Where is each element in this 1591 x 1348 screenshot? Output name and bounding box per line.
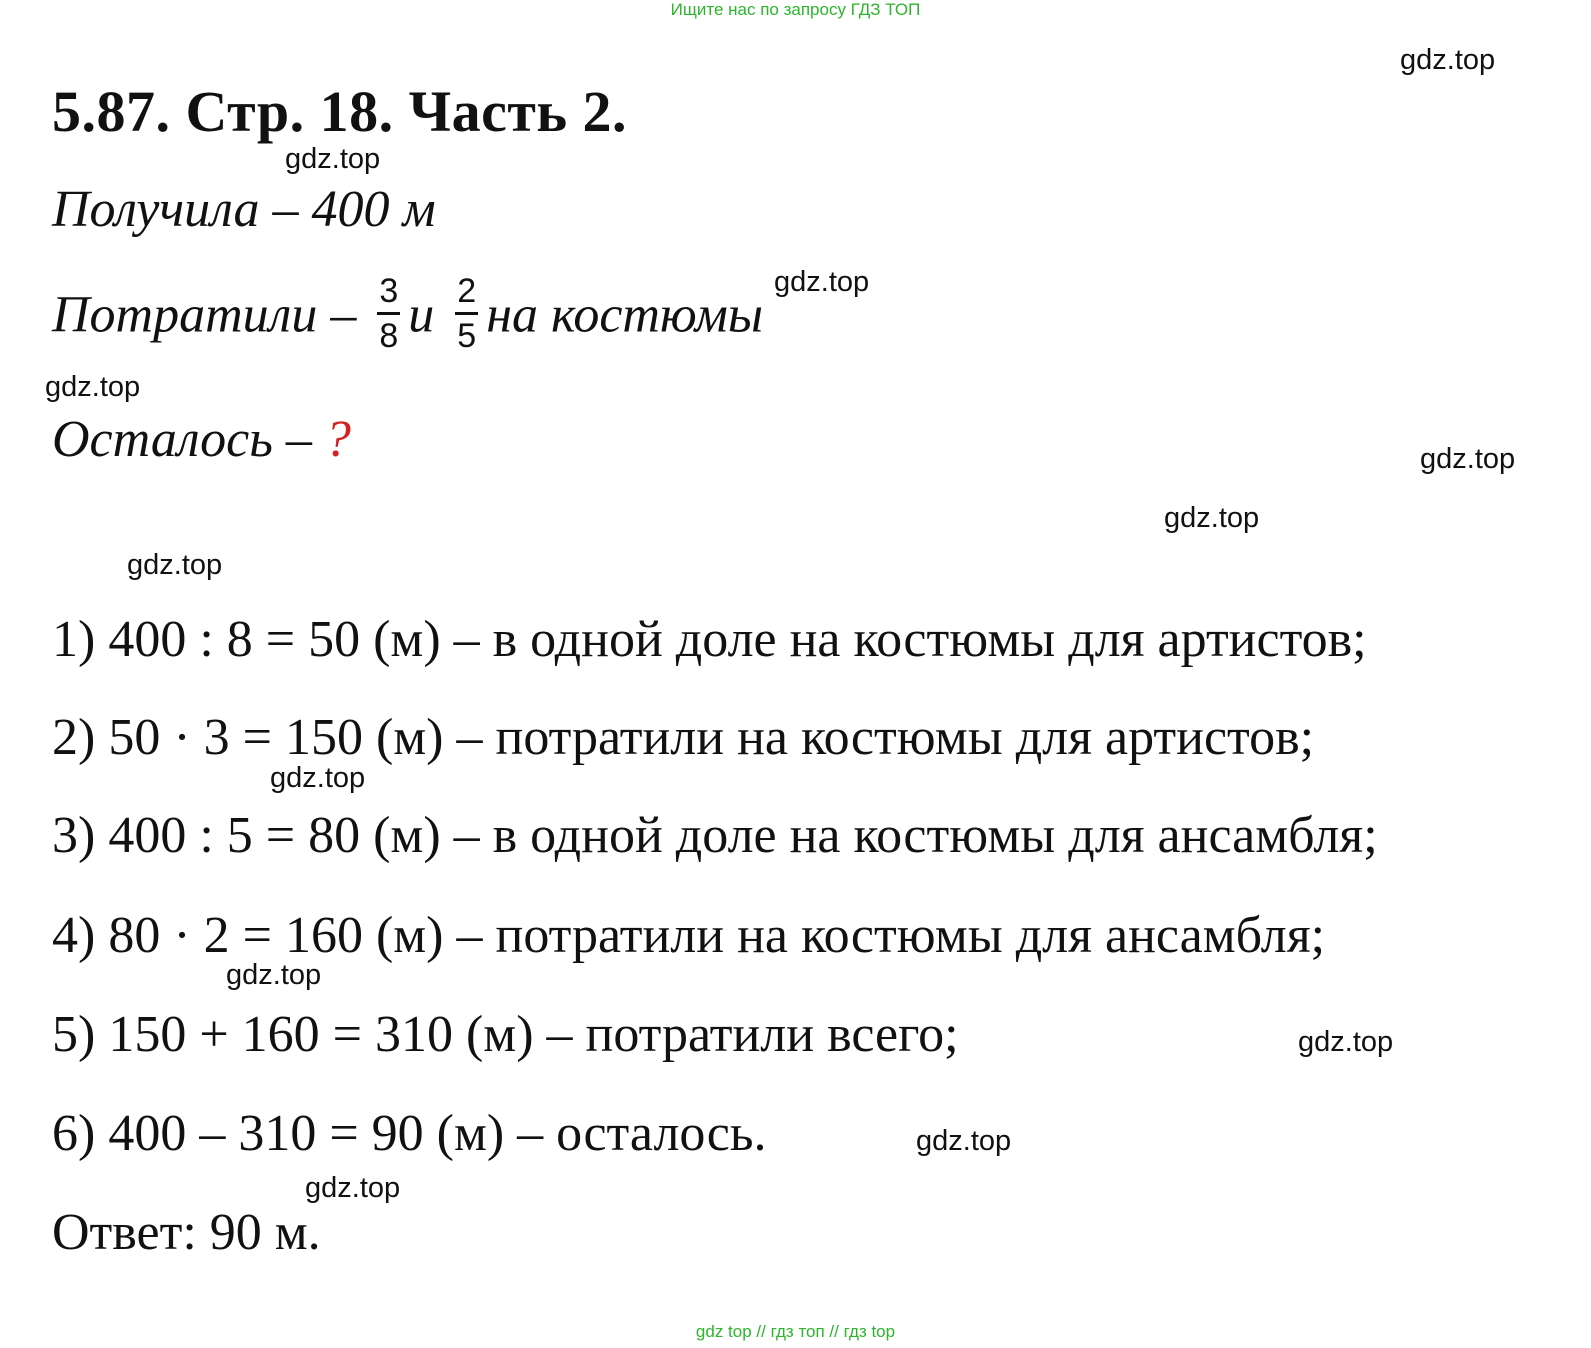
watermark: gdz.top xyxy=(1164,502,1260,534)
watermark: gdz.top xyxy=(1298,1026,1394,1058)
given-remaining xyxy=(52,410,351,469)
spent-suffix: на костюмы xyxy=(486,286,764,344)
watermark: gdz.top xyxy=(270,762,366,794)
spent-prefix: Потратили – xyxy=(52,286,357,344)
watermark: gdz.top xyxy=(1420,443,1516,475)
and-word: и xyxy=(408,286,435,344)
watermark: gdz.top xyxy=(127,549,223,581)
solution-step: 5) 150 + 160 = 310 (м) – потратили всего; xyxy=(52,1006,959,1063)
solution-step: 3) 400 : 5 = 80 (м) – в одной доле на костюмы для ансамбля; xyxy=(52,807,1378,864)
page-title: 5.87. Стр. 18. Часть 2. xyxy=(52,79,628,144)
watermark: gdz.top xyxy=(305,1172,401,1204)
watermark: gdz.top xyxy=(916,1125,1012,1157)
solution-step: 6) 400 – 310 = 90 (м) – осталось. xyxy=(52,1105,767,1162)
fraction-two-fifths: $\frac{2}{5}$ xyxy=(457,272,477,355)
given-received: Получила – 400 м xyxy=(52,181,436,238)
fraction-three-eighths: $\frac{3}{8}$ xyxy=(379,272,399,355)
watermark: gdz.top xyxy=(285,143,381,175)
watermark: gdz.top xyxy=(1400,44,1496,76)
solution-step: 1) 400 : 8 = 50 (м) – в одной доле на костюмы для артистов; xyxy=(52,611,1367,668)
solution-step: 2) 50 · 3 = 150 (м) – потратили на костюмы для артистов; xyxy=(52,709,1315,766)
watermark: gdz.top xyxy=(774,266,870,298)
question-mark: ? xyxy=(324,411,351,468)
watermark: gdz.top xyxy=(226,959,322,991)
watermark: gdz.top xyxy=(45,371,141,403)
given-spent xyxy=(52,272,764,359)
remaining-prefix: Осталось – xyxy=(52,411,312,468)
top-banner: Ищите нас по запросу ГДЗ ТОП xyxy=(670,0,921,19)
bottom-banner: gdz top // гдз топ // гдз top xyxy=(695,1322,896,1341)
solution-step: 4) 80 · 2 = 160 (м) – потратили на костюмы для ансамбля; xyxy=(52,907,1326,964)
answer: Ответ: 90 м. xyxy=(52,1204,321,1261)
